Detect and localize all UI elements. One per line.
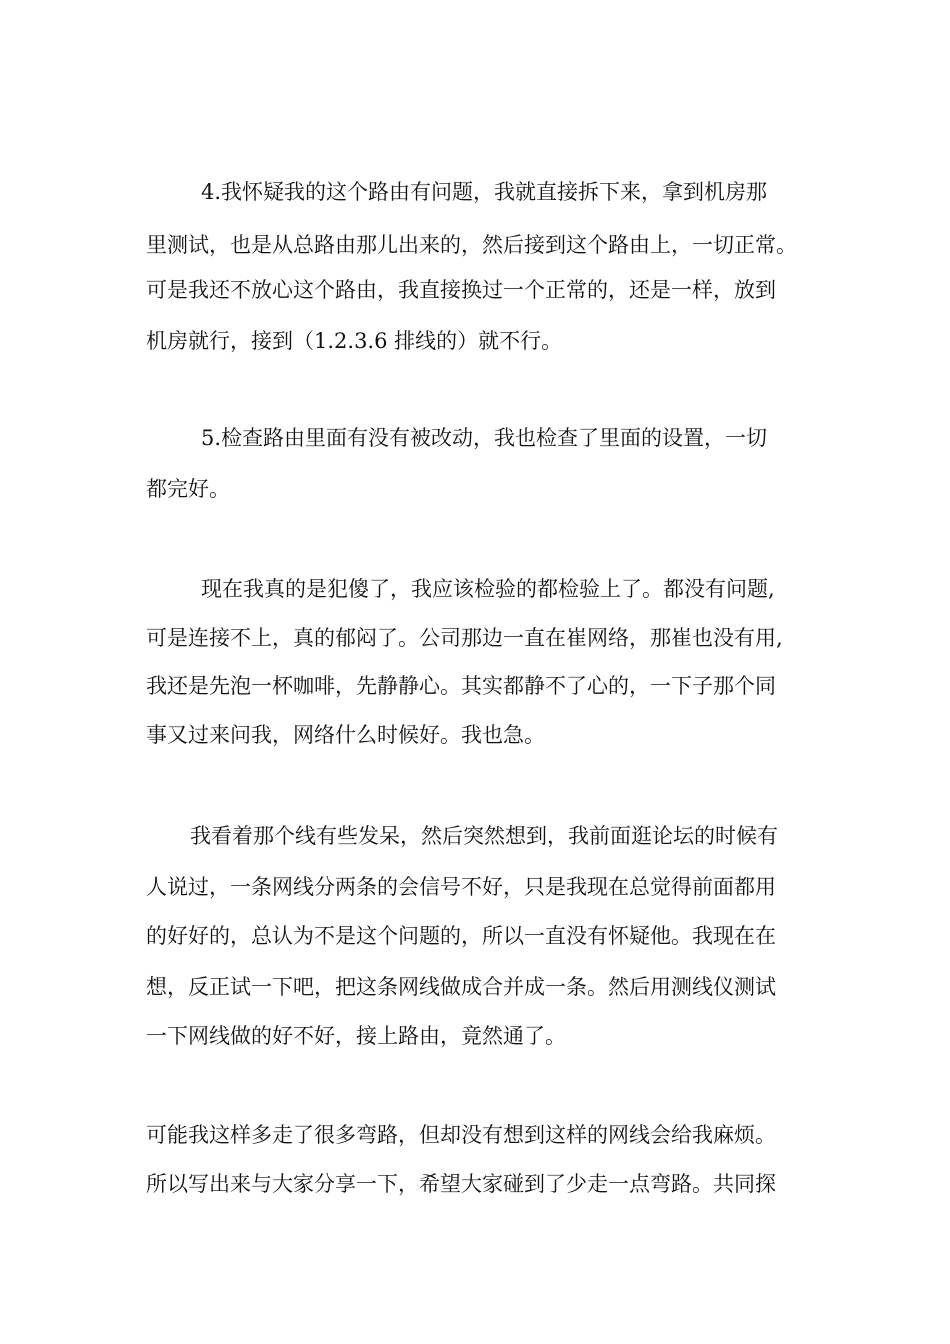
text-line: 4.我怀疑我的这个路由有问题，我就直接拆下来，拿到机房那 [201, 180, 768, 204]
text-line: 可能我这样多走了很多弯路，但却没有想到这样的网线会给我麻烦。 [146, 1123, 776, 1147]
text-line: 我看着那个线有些发呆，然后突然想到，我前面逛论坛的时候有 [190, 824, 778, 848]
text-line: 人说过，一条网线分两条的会信号不好，只是我现在总觉得前面都用 [146, 875, 776, 899]
text-line: 想，反正试一下吧，把这条网线做成合并成一条。然后用测线仪测试 [146, 975, 776, 999]
text-line: 5.检查路由里面有没有被改动，我也检查了里面的设置，一切 [201, 426, 768, 450]
text-line: 机房就行，接到（1.2.3.6 排线的）就不行。 [146, 329, 563, 353]
text-line: 可是我还不放心这个路由，我直接换过一个正常的，还是一样，放到 [146, 278, 776, 302]
text-line: 都完好。 [146, 477, 230, 501]
text-line: 事又过来问我，网络什么时候好。我也急。 [146, 723, 545, 747]
text-line: 可是连接不上，真的郁闷了。公司那边一直在崔网络，那崔也没有用, [146, 626, 783, 650]
text-line: 所以写出来与大家分享一下，希望大家碰到了少走一点弯路。共同探 [146, 1172, 776, 1196]
text-line: 现在我真的是犯傻了，我应该检验的都检验上了。都没有问题, [201, 577, 775, 601]
text-line: 一下网线做的好不好，接上路由，竟然通了。 [146, 1024, 566, 1048]
text-line: 里测试，也是从总路由那儿出来的，然后接到这个路由上，一切正常。 [146, 233, 797, 257]
text-line: 的好好的，总认为不是这个问题的，所以一直没有怀疑他。我现在在 [146, 924, 776, 948]
text-line: 我还是先泡一杯咖啡，先静静心。其实都静不了心的，一下子那个同 [146, 674, 776, 698]
